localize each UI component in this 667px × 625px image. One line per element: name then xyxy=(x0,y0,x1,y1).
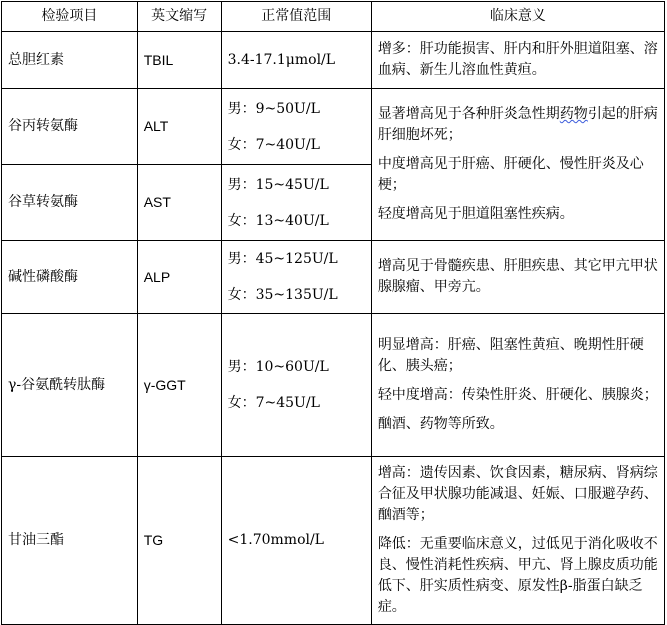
test-name: 总胆红素 xyxy=(2,32,138,89)
test-name: 碱性磷酸酶 xyxy=(2,241,138,314)
test-abbr: γ-GGT xyxy=(137,314,221,457)
test-range: 3.4-17.1μmol/L xyxy=(221,32,371,89)
table-row xyxy=(2,457,665,625)
test-meaning xyxy=(371,314,664,457)
header-row xyxy=(2,2,665,32)
table-row xyxy=(2,89,665,165)
test-meaning xyxy=(371,457,664,625)
meaning-line: 增高：遗传因素、饮食因素，糖尿病、肾病综合征及甲状腺功能减退、妊娠、口服避孕药、酗酒等； xyxy=(377,465,658,523)
range-male: 男：45~125U/L xyxy=(227,251,338,267)
meaning-line: 明显增高：肝癌、阻塞性黄疸、晚期性肝硬化、胰头癌； xyxy=(377,337,644,374)
spell-check-mark: 药物 xyxy=(559,106,588,122)
meaning-line: 增多：肝功能损害、肝内和肝外胆道阻塞、溶血病、新生儿溶血性黄疸。 xyxy=(377,41,658,78)
test-name: γ-谷氨酰转肽酶 xyxy=(2,314,138,457)
meaning-line: 轻中度增高：传染性肝炎、肝硬化、胰腺炎； xyxy=(377,387,658,403)
range-female: 女：7~40U/L xyxy=(227,136,320,153)
header-abbreviation: 英文缩写 xyxy=(137,2,221,32)
header-clinical-significance: 临床意义 xyxy=(371,2,664,32)
meaning-line: 增高见于骨髓疾患、肝胆疾患、其它甲亢甲状腺腺瘤、甲旁亢。 xyxy=(377,258,658,295)
table-row xyxy=(2,241,665,314)
meaning-line: 降低：无重要临床意义，过低见于消化吸收不良、慢性消耗性疾病、甲亢、肾上腺皮质功能低下、肝实质性病变、原发性β-脂蛋白缺乏症。 xyxy=(377,536,658,615)
test-name: 谷丙转氨酶 xyxy=(2,89,138,165)
range-female: 女：7~45U/L xyxy=(227,395,320,411)
header-normal-range: 正常值范围 xyxy=(221,2,371,32)
meaning-line-moderate: 中度增高见于肝癌、肝硬化、慢性肝炎及心梗； xyxy=(377,156,644,193)
header-test-item: 检验项目 xyxy=(2,2,138,32)
meaning-line: 酗酒、药物等所致。 xyxy=(377,416,504,432)
test-abbr: TG xyxy=(137,457,221,625)
range-male: 男：10~60U/L xyxy=(227,359,329,375)
test-range xyxy=(221,314,371,457)
test-name: 谷草转氨酶 xyxy=(2,165,138,241)
range-female: 女：13~40U/L xyxy=(227,212,329,229)
test-abbr: TBIL xyxy=(137,32,221,89)
test-name: 甘油三酯 xyxy=(2,457,138,625)
test-abbr: AST xyxy=(137,165,221,241)
test-abbr: ALT xyxy=(137,89,221,165)
range-male: 男：9~50U/L xyxy=(227,100,320,117)
range-female: 女：35~135U/L xyxy=(227,287,338,303)
test-range xyxy=(221,89,371,165)
table-row xyxy=(2,32,665,89)
table-row xyxy=(2,314,665,457)
lab-reference-table xyxy=(1,1,665,625)
test-range: <1.70mmol/L xyxy=(221,457,371,625)
test-meaning xyxy=(371,32,664,89)
test-range xyxy=(221,165,371,241)
meaning-line-mild: 轻度增高见于胆道阻塞性疾病。 xyxy=(377,206,574,222)
test-abbr: ALP xyxy=(137,241,221,314)
test-range xyxy=(221,241,371,314)
transaminase-meaning xyxy=(371,89,664,241)
range-male: 男：15~45U/L xyxy=(227,176,329,193)
meaning-line-severe: 显著增高见于各种肝炎急性期药物引起的肝病肝细胞坏死； xyxy=(377,106,658,143)
test-meaning xyxy=(371,241,664,314)
